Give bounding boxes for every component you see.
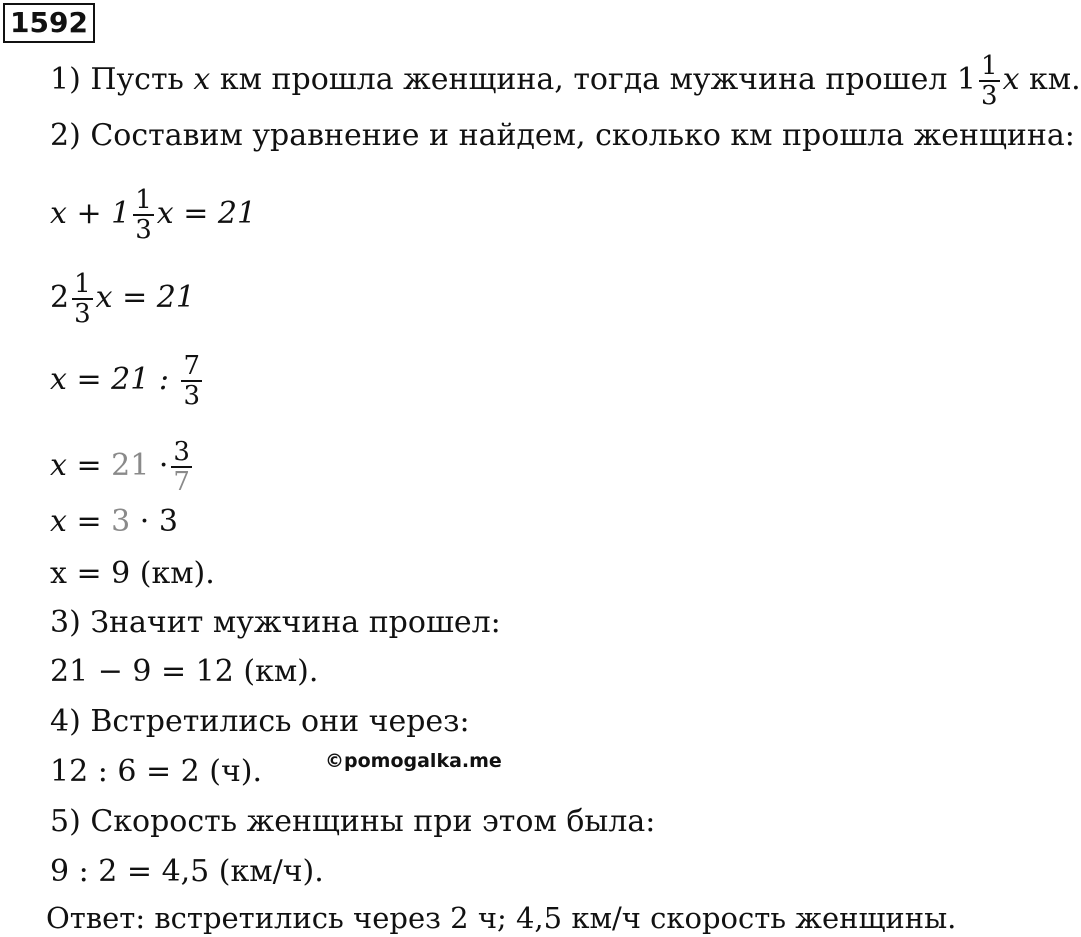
step-1-text: 1) Пусть [50, 62, 194, 97]
step-5-line: 5) Скорость женщины при этом была: [50, 804, 656, 839]
step-1-text-3: км. [1019, 62, 1081, 97]
fraction-numerator: 1 [981, 51, 998, 81]
equation-6: x = 9 (км). [50, 556, 215, 591]
step-3-calc: 21 − 9 = 12 (км). [50, 654, 319, 689]
eq5-left: x = [50, 504, 112, 539]
eq5-cancelled-value: 3 [111, 504, 131, 539]
step-1-line [50, 52, 1081, 110]
step-1-var-2: x [1002, 62, 1020, 97]
eq4-left: x = [50, 448, 112, 483]
eq3-left: x = 21 : [50, 362, 179, 397]
eq4-dot: · [149, 448, 169, 483]
step-5-calc: 9 : 2 = 4,5 (км/ч). [50, 854, 324, 889]
eq4-fraction [171, 438, 192, 496]
step-1-text-2: км прошла женщина, тогда мужчина прошел 1 [210, 62, 977, 97]
equation-5 [50, 502, 178, 542]
step-4-line: 4) Встретились они через: [50, 704, 470, 739]
step-4-calc: 12 : 6 = 2 (ч). [50, 754, 263, 789]
watermark: ©pomogalka.me [325, 750, 502, 772]
fraction-denominator: 3 [981, 81, 998, 111]
equation-3 [50, 352, 205, 410]
fraction-numerator: 1 [74, 269, 91, 299]
fraction-denominator: 3 [183, 381, 201, 411]
eq5-right: · 3 [130, 504, 178, 539]
fraction-numerator: 7 [183, 351, 201, 381]
fraction-denominator: 7 [173, 467, 190, 497]
eq3-fraction [181, 352, 202, 410]
step-3-line: 3) Значит мужчина прошел: [50, 605, 501, 640]
equation-2 [50, 270, 195, 328]
step-1-fraction [979, 52, 1000, 110]
eq2-left: 2 [50, 280, 70, 315]
eq4-cancelled-value: 21 [111, 448, 150, 483]
equation-4 [50, 438, 195, 496]
equation-1 [50, 186, 256, 244]
step-1-var: x [193, 62, 211, 97]
answer: Ответ: встретились через 2 ч; 4,5 км/ч скорость женщины. [46, 901, 957, 935]
fraction-denominator: 3 [74, 299, 91, 329]
eq2-right: x = 21 [95, 280, 195, 315]
eq1-right: x = 21 [156, 196, 257, 231]
step-2-line: 2) Составим уравнение и найдем, сколько км прошла женщина: [50, 118, 1075, 153]
fraction-denominator: 3 [135, 215, 152, 245]
fraction-numerator: 1 [135, 185, 152, 215]
fraction-numerator: 3 [173, 437, 190, 467]
problem-number: 1592 [3, 3, 95, 43]
eq2-fraction [72, 270, 93, 328]
eq1-fraction [133, 186, 154, 244]
eq1-left: x + 1 [50, 196, 131, 231]
